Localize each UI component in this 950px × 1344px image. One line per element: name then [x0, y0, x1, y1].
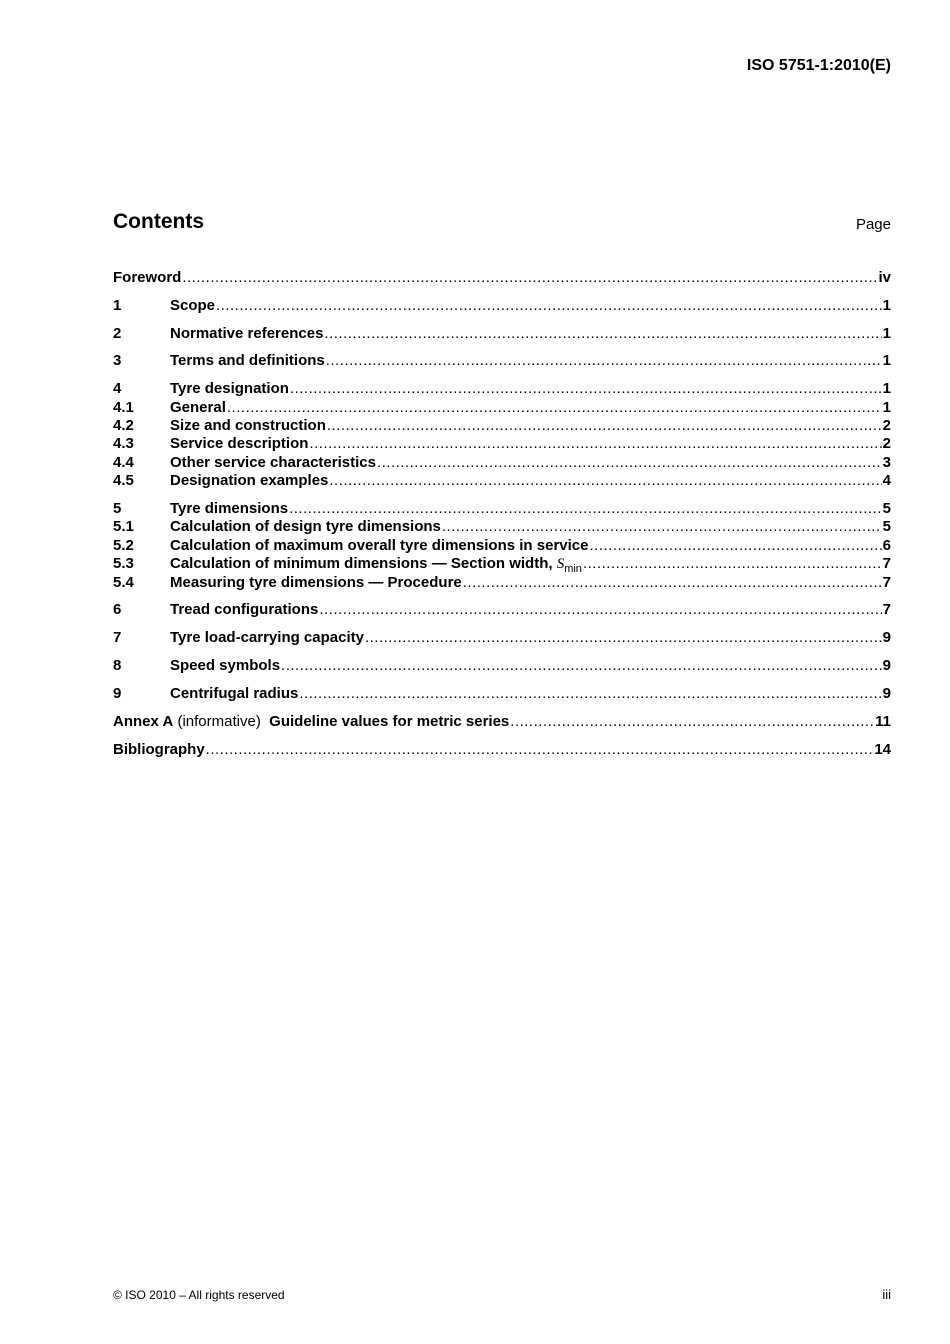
document-id: ISO 5751-1:2010(E): [746, 57, 891, 74]
toc-title: Speed symbols: [170, 657, 281, 674]
page-column-label: Page: [855, 216, 891, 233]
toc-entry-maximum-overall-dimensions[interactable]: [113, 536, 891, 555]
toc-entry-foreword[interactable]: [113, 268, 891, 287]
toc-title: Tyre load-carrying capacity: [170, 629, 364, 646]
toc-title: [170, 554, 582, 574]
toc-title: Other service characteristics: [170, 454, 376, 471]
toc-title: General: [170, 399, 226, 416]
toc-entry-designation-examples[interactable]: [113, 471, 891, 490]
dot-leader: [206, 740, 874, 759]
toc-page: 3: [882, 454, 891, 471]
dot-leader: [324, 324, 881, 343]
annex-title: Guideline values for metric series: [269, 713, 510, 730]
dot-leader: [281, 656, 882, 675]
toc-number: 5: [113, 500, 122, 517]
toc-title: Terms and definitions: [170, 352, 325, 369]
dot-leader: [299, 684, 881, 703]
toc-page: 14: [874, 741, 891, 758]
toc-page: 1: [882, 325, 891, 342]
toc-number: 5.1: [113, 518, 134, 535]
toc-title: Bibliography: [113, 741, 205, 758]
toc-page: 9: [882, 657, 891, 674]
toc-title: Centrifugal radius: [170, 685, 299, 702]
toc-number: 7: [113, 629, 122, 646]
dot-leader: [329, 471, 881, 490]
dot-leader: [289, 499, 882, 518]
toc-entry-tyre-dimensions[interactable]: [113, 499, 891, 518]
toc-entry-bibliography[interactable]: [113, 740, 891, 759]
toc-title: Service description: [170, 435, 309, 452]
toc-number: 3: [113, 352, 122, 369]
toc-number: 5.4: [113, 574, 134, 591]
toc-page: 1: [882, 399, 891, 416]
annex-label: Annex A: [113, 713, 174, 730]
toc-entry-normative-references[interactable]: [113, 324, 891, 343]
toc-page: 7: [882, 574, 891, 591]
toc-page: 6: [882, 537, 891, 554]
toc-page: 5: [882, 500, 891, 517]
section-width-symbol: S: [556, 556, 565, 572]
dot-leader: [326, 351, 882, 370]
toc-entry-size-and-construction[interactable]: [113, 416, 891, 435]
dot-leader: [319, 600, 881, 619]
page-number: iii: [882, 1287, 891, 1302]
toc-number: 1: [113, 297, 122, 314]
toc-entry-service-description[interactable]: [113, 434, 891, 453]
toc-number: 8: [113, 657, 122, 674]
dot-leader: [290, 379, 882, 398]
toc-entry-speed-symbols[interactable]: [113, 656, 891, 675]
toc-entry-tread-configurations[interactable]: [113, 600, 891, 619]
toc-entry-general[interactable]: [113, 398, 891, 417]
dot-leader: [510, 712, 874, 731]
toc-entry-measuring-procedure[interactable]: [113, 573, 891, 592]
toc-entry-scope[interactable]: [113, 296, 891, 315]
toc-title: Calculation of maximum overall tyre dimensions in service: [170, 537, 589, 554]
dot-leader: [377, 453, 882, 472]
toc-page: 1: [882, 352, 891, 369]
toc-title: Designation examples: [170, 472, 329, 489]
toc-page: 9: [882, 685, 891, 702]
toc-page: 7: [882, 555, 891, 572]
toc-number: 9: [113, 685, 122, 702]
toc-page: 2: [882, 417, 891, 434]
toc-number: 5.2: [113, 537, 134, 554]
dot-leader: [583, 554, 882, 573]
toc-entry-annex-a[interactable]: [113, 712, 891, 731]
toc-title-text: Calculation of minimum dimensions — Section width,: [170, 555, 557, 572]
dot-leader: [227, 398, 882, 417]
dot-leader: [216, 296, 882, 315]
copyright-notice: © ISO 2010 – All rights reserved: [113, 1288, 285, 1302]
dot-leader: [442, 517, 882, 536]
dot-leader: [309, 434, 881, 453]
toc-title: Foreword: [113, 269, 182, 286]
toc-number: 4.5: [113, 472, 134, 489]
toc-title: Scope: [170, 297, 216, 314]
toc-title: Tyre designation: [170, 380, 289, 397]
dot-leader: [463, 573, 882, 592]
toc-number: 4: [113, 380, 122, 397]
toc-page: iv: [878, 269, 891, 286]
toc-title: Normative references: [170, 325, 324, 342]
toc-title: Tread configurations: [170, 601, 319, 618]
toc-number: 4.3: [113, 435, 134, 452]
dot-leader: [327, 416, 882, 435]
toc-page: 9: [882, 629, 891, 646]
toc-number: 4.1: [113, 399, 134, 416]
toc-entry-terms-and-definitions[interactable]: [113, 351, 891, 370]
toc-number: 2: [113, 325, 122, 342]
toc-title: Measuring tyre dimensions — Procedure: [170, 574, 462, 591]
toc-title: Tyre dimensions: [170, 500, 289, 517]
dot-leader: [182, 268, 877, 287]
toc-entry-tyre-designation[interactable]: [113, 379, 891, 398]
toc-page: 7: [882, 601, 891, 618]
toc-number: 5.3: [113, 555, 134, 572]
toc-page: 5: [882, 518, 891, 535]
toc-title: [113, 712, 509, 731]
toc-page: 11: [875, 713, 891, 730]
toc-entry-centrifugal-radius[interactable]: [113, 684, 891, 703]
toc-entry-other-service-characteristics[interactable]: [113, 453, 891, 472]
dot-leader: [589, 536, 881, 555]
toc-number: 4.2: [113, 417, 134, 434]
toc-entry-design-tyre-dimensions[interactable]: [113, 517, 891, 536]
toc-title: Size and construction: [170, 417, 326, 434]
dot-leader: [365, 628, 882, 647]
toc-entry-minimum-dimensions[interactable]: [113, 554, 891, 573]
toc-page: 4: [882, 472, 891, 489]
annex-note: (informative): [173, 713, 270, 730]
toc-page: 1: [882, 380, 891, 397]
toc-entry-load-carrying-capacity[interactable]: [113, 628, 891, 647]
toc-page: 2: [882, 435, 891, 452]
contents-heading: Contents: [113, 210, 204, 233]
toc-page: 1: [882, 297, 891, 314]
symbol-subscript: min: [564, 563, 582, 575]
toc-number: 6: [113, 601, 122, 618]
toc-title: Calculation of design tyre dimensions: [170, 518, 441, 535]
toc-number: 4.4: [113, 454, 134, 471]
